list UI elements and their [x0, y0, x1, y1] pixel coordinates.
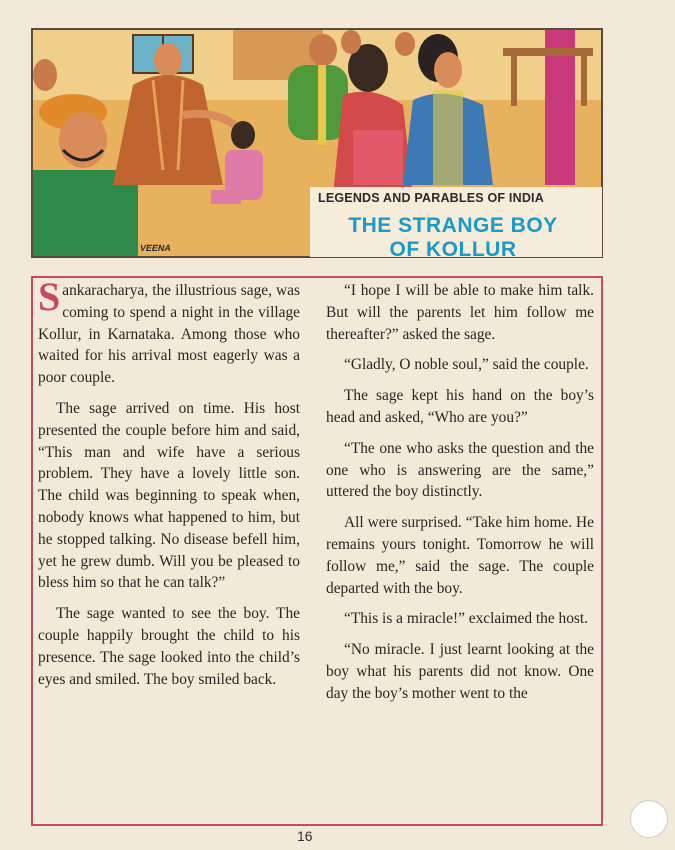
paragraph: “Gladly, O noble soul,” said the couple. [344, 356, 589, 374]
drop-cap: S [38, 274, 61, 319]
paragraph: “The one who asks the question and the one who is answering are the same,” uttered the boy distinctly. [326, 439, 594, 501]
paragraph-text: ankaracharya, the illustrious sage, was coming to spend a night in the village Kollur, in Karnataka. Among those who waited for his arrival most eagerly was a poor couple. [38, 282, 300, 387]
paragraph: “No miracle. I just learnt looking at the boy what his parents did not know. One day the boy’s mother went to the [326, 641, 594, 702]
paragraph: The sage arrived on time. His host presented the couple before him and said, “This man and wife have a serious problem. They have a lovely little son. The child was beginning to speak when, nobody knows what happened to him, but he stopped talking. No disease befell him, yet he grew dumb. Will you be pleased to bless him so that he can talk?” [38, 399, 300, 592]
watermark-stamp-icon [630, 800, 668, 838]
paragraph [38, 274, 300, 389]
right-column [326, 280, 594, 714]
left-column [38, 274, 300, 699]
story-title-line2: OF KOLLUR [389, 238, 517, 261]
story-title [318, 214, 588, 262]
paragraph: “This is a miracle!” exclaimed the host. [344, 610, 589, 628]
paragraph: All were surprised. “Take him home. He remains yours tonight. Tomorrow he will follow me,” said the sage. The couple departed with the boy. [326, 514, 594, 597]
artist-signature: VEENA [138, 243, 173, 253]
paragraph: The sage kept his hand on the boy’s head and asked, “Who are you?” [326, 387, 594, 426]
story-title-line1: THE STRANGE BOY [348, 214, 558, 237]
page-number: 16 [297, 828, 313, 844]
paragraph: “I hope I will be able to make him talk. But will the parents let him follow me thereafter?” asked the sage. [326, 282, 594, 343]
paragraph: The sage wanted to see the boy. The couple happily brought the child to his presence. The sage looked into the child’s eyes and smiled. The boy smiled back. [38, 605, 300, 688]
series-title: LEGENDS AND PARABLES OF INDIA [318, 191, 544, 205]
